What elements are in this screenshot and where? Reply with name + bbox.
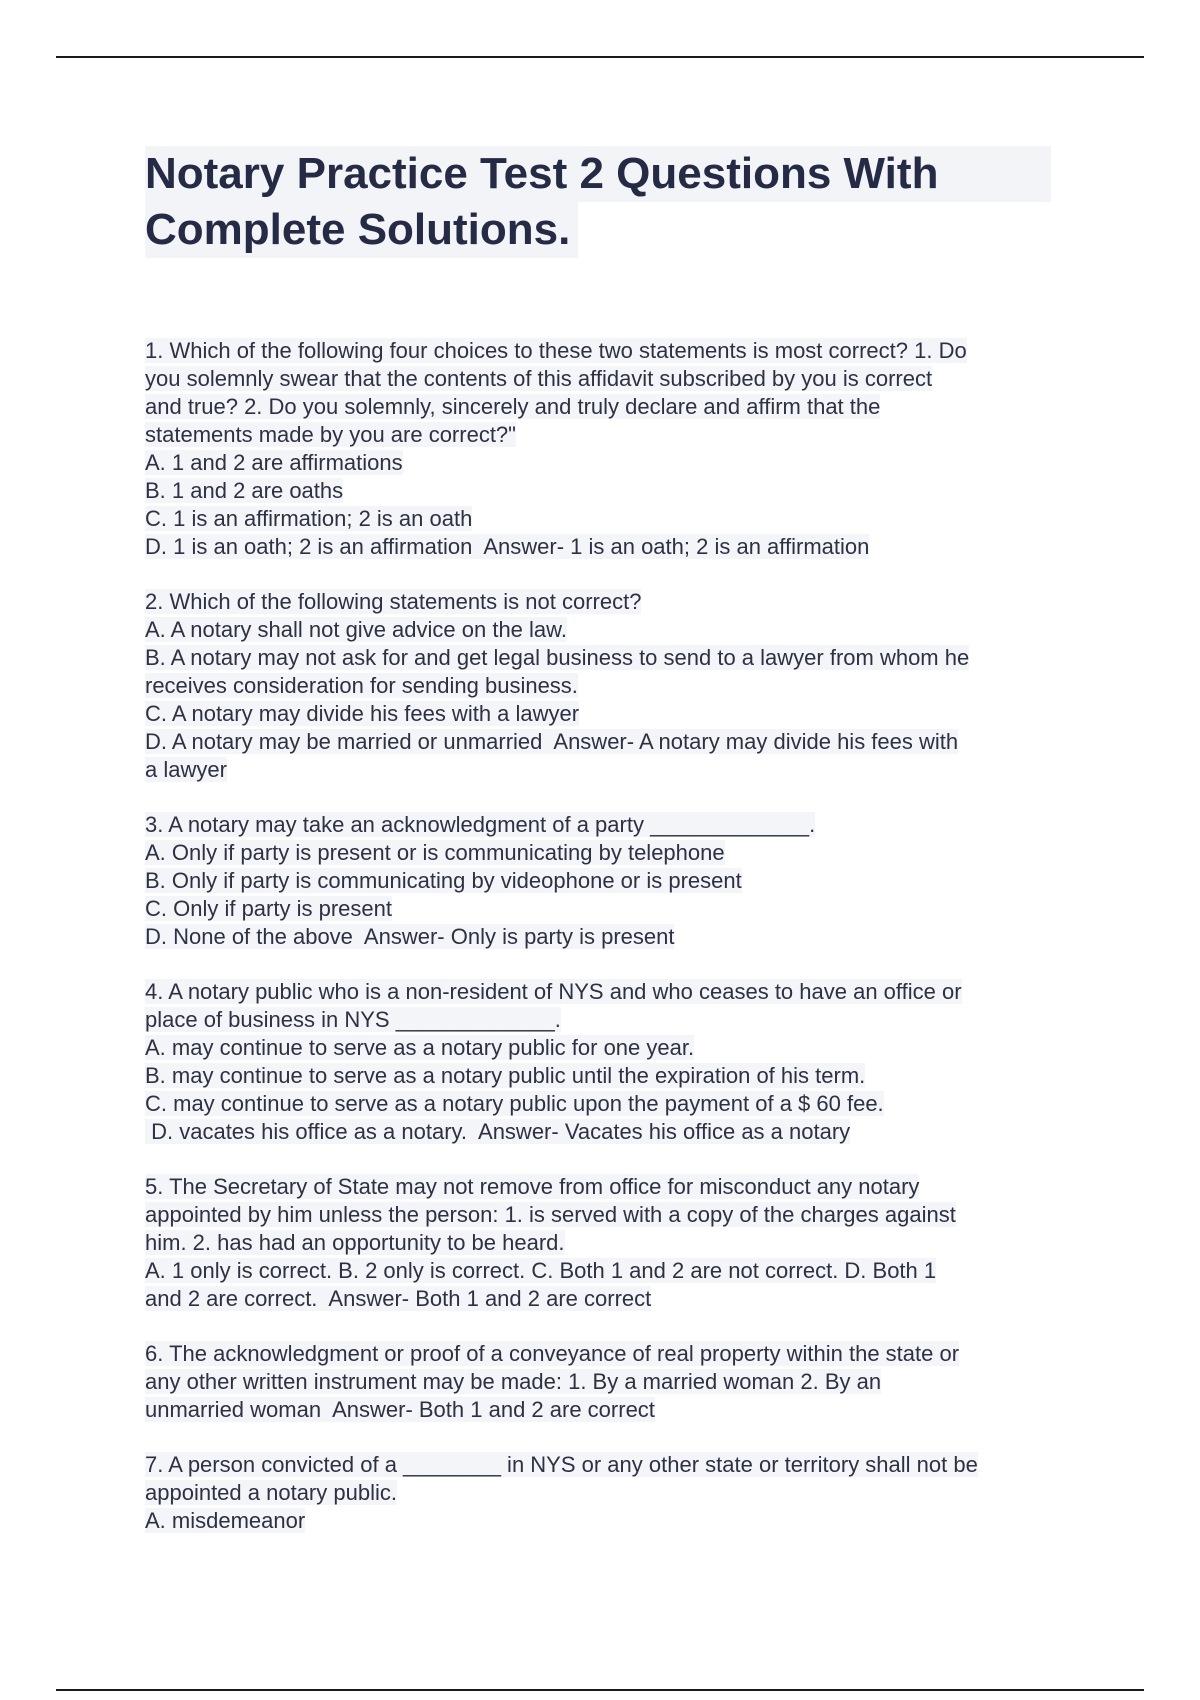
- question-6: [145, 1340, 1065, 1424]
- question-line-text: D. vacates his office as a notary. Answer- Vacates his office as a notary: [145, 1119, 851, 1144]
- question-line-text: a lawyer: [145, 757, 227, 782]
- question-line-text: A. misdemeanor: [145, 1508, 306, 1533]
- question-line-text: B. 1 and 2 are oaths: [145, 478, 344, 503]
- question-line: [145, 1006, 1065, 1034]
- question-line-text: 5. The Secretary of State may not remove from office for misconduct any notary: [145, 1174, 920, 1199]
- question-1: [145, 337, 1065, 561]
- question-line-text: statements made by you are correct?": [145, 422, 516, 447]
- question-line: [145, 644, 1065, 672]
- question-line: [145, 700, 1065, 728]
- question-line-text: and 2 are correct. Answer- Both 1 and 2 are correct: [145, 1286, 652, 1311]
- question-line: [145, 1368, 1065, 1396]
- question-line: [145, 588, 1065, 616]
- question-line-text: and true? 2. Do you solemnly, sincerely and truly declare and affirm that the: [145, 394, 881, 419]
- question-line-text: appointed by him unless the person: 1. is served with a copy of the charges against: [145, 1202, 956, 1227]
- question-line-text: appointed a notary public.: [145, 1480, 397, 1505]
- question-line-text: any other written instrument may be made: 1. By a married woman 2. By an: [145, 1369, 882, 1394]
- question-line: [145, 1173, 1065, 1201]
- question-line-text: C. A notary may divide his fees with a lawyer: [145, 701, 580, 726]
- title-line-1: Notary Practice Test 2 Questions With: [145, 146, 1051, 202]
- question-line: [145, 1451, 1065, 1479]
- question-line-text: 2. Which of the following statements is not correct?: [145, 589, 642, 614]
- question-line-text: B. may continue to serve as a notary public until the expiration of his term.: [145, 1063, 866, 1088]
- question-line-text: A. 1 only is correct. B. 2 only is correct. C. Both 1 and 2 are not correct. D. Both 1: [145, 1258, 937, 1283]
- question-line: [145, 867, 1065, 895]
- question-line-text: 3. A notary may take an acknowledgment of a party _____________.: [145, 812, 816, 837]
- question-line-text: D. 1 is an oath; 2 is an affirmation Answer- 1 is an oath; 2 is an affirmation: [145, 534, 870, 559]
- question-line: [145, 811, 1065, 839]
- top-rule: [56, 56, 1144, 58]
- question-line-text: receives consideration for sending business.: [145, 673, 578, 698]
- question-line: [145, 1285, 1065, 1313]
- question-line-text: him. 2. has had an opportunity to be heard.: [145, 1230, 565, 1255]
- page-title: [145, 146, 1051, 258]
- question-line-text: 1. Which of the following four choices to these two statements is most correct? 1. Do: [145, 338, 967, 363]
- question-line: [145, 756, 1065, 784]
- question-5: [145, 1173, 1065, 1313]
- question-line-text: A. 1 and 2 are affirmations: [145, 450, 403, 475]
- question-7: [145, 1451, 1065, 1535]
- question-line-text: place of business in NYS _____________.: [145, 1007, 561, 1032]
- question-line: [145, 1201, 1065, 1229]
- questions-list: [145, 337, 1065, 1562]
- question-line: [145, 449, 1065, 477]
- question-line: [145, 1118, 1065, 1146]
- question-line: [145, 728, 1065, 756]
- question-line: [145, 1257, 1065, 1285]
- question-line: [145, 1090, 1065, 1118]
- question-line-text: 7. A person convicted of a ________ in NYS or any other state or territory shall not be: [145, 1452, 978, 1477]
- question-line: [145, 505, 1065, 533]
- question-line: [145, 616, 1065, 644]
- question-line-text: A. A notary shall not give advice on the law.: [145, 617, 567, 642]
- question-line: [145, 1062, 1065, 1090]
- question-line: [145, 1340, 1065, 1368]
- question-line: [145, 393, 1065, 421]
- question-line-text: unmarried woman Answer- Both 1 and 2 are correct: [145, 1397, 655, 1422]
- question-line-text: C. Only if party is present: [145, 896, 392, 921]
- bottom-rule: [56, 1689, 1144, 1691]
- question-2: [145, 588, 1065, 784]
- question-line-text: D. None of the above Answer- Only is party is present: [145, 924, 675, 949]
- question-line-text: C. 1 is an affirmation; 2 is an oath: [145, 506, 473, 531]
- question-line: [145, 1229, 1065, 1257]
- question-4: [145, 978, 1065, 1146]
- question-line: [145, 477, 1065, 505]
- question-line: [145, 923, 1065, 951]
- question-line-text: 4. A notary public who is a non-resident of NYS and who ceases to have an office or: [145, 979, 962, 1004]
- question-line-text: B. A notary may not ask for and get legal business to send to a lawyer from whom he: [145, 645, 970, 670]
- question-line: [145, 672, 1065, 700]
- question-line: [145, 1034, 1065, 1062]
- question-line: [145, 421, 1065, 449]
- question-line-text: you solemnly swear that the contents of this affidavit subscribed by you is correct: [145, 366, 933, 391]
- question-line: [145, 337, 1065, 365]
- question-line: [145, 1396, 1065, 1424]
- question-line: [145, 839, 1065, 867]
- question-line-text: A. may continue to serve as a notary public for one year.: [145, 1035, 695, 1060]
- question-line: [145, 895, 1065, 923]
- question-line: [145, 1479, 1065, 1507]
- question-line: [145, 533, 1065, 561]
- question-line: [145, 365, 1065, 393]
- question-line-text: C. may continue to serve as a notary public upon the payment of a $ 60 fee.: [145, 1091, 884, 1116]
- question-line: [145, 978, 1065, 1006]
- question-line-text: D. A notary may be married or unmarried Answer- A notary may divide his fees with: [145, 729, 959, 754]
- question-line-text: B. Only if party is communicating by videophone or is present: [145, 868, 742, 893]
- question-3: [145, 811, 1065, 951]
- title-line-2: Complete Solutions.: [145, 202, 578, 258]
- question-line-text: A. Only if party is present or is communicating by telephone: [145, 840, 725, 865]
- question-line-text: 6. The acknowledgment or proof of a conveyance of real property within the state or: [145, 1341, 960, 1366]
- question-line: [145, 1507, 1065, 1535]
